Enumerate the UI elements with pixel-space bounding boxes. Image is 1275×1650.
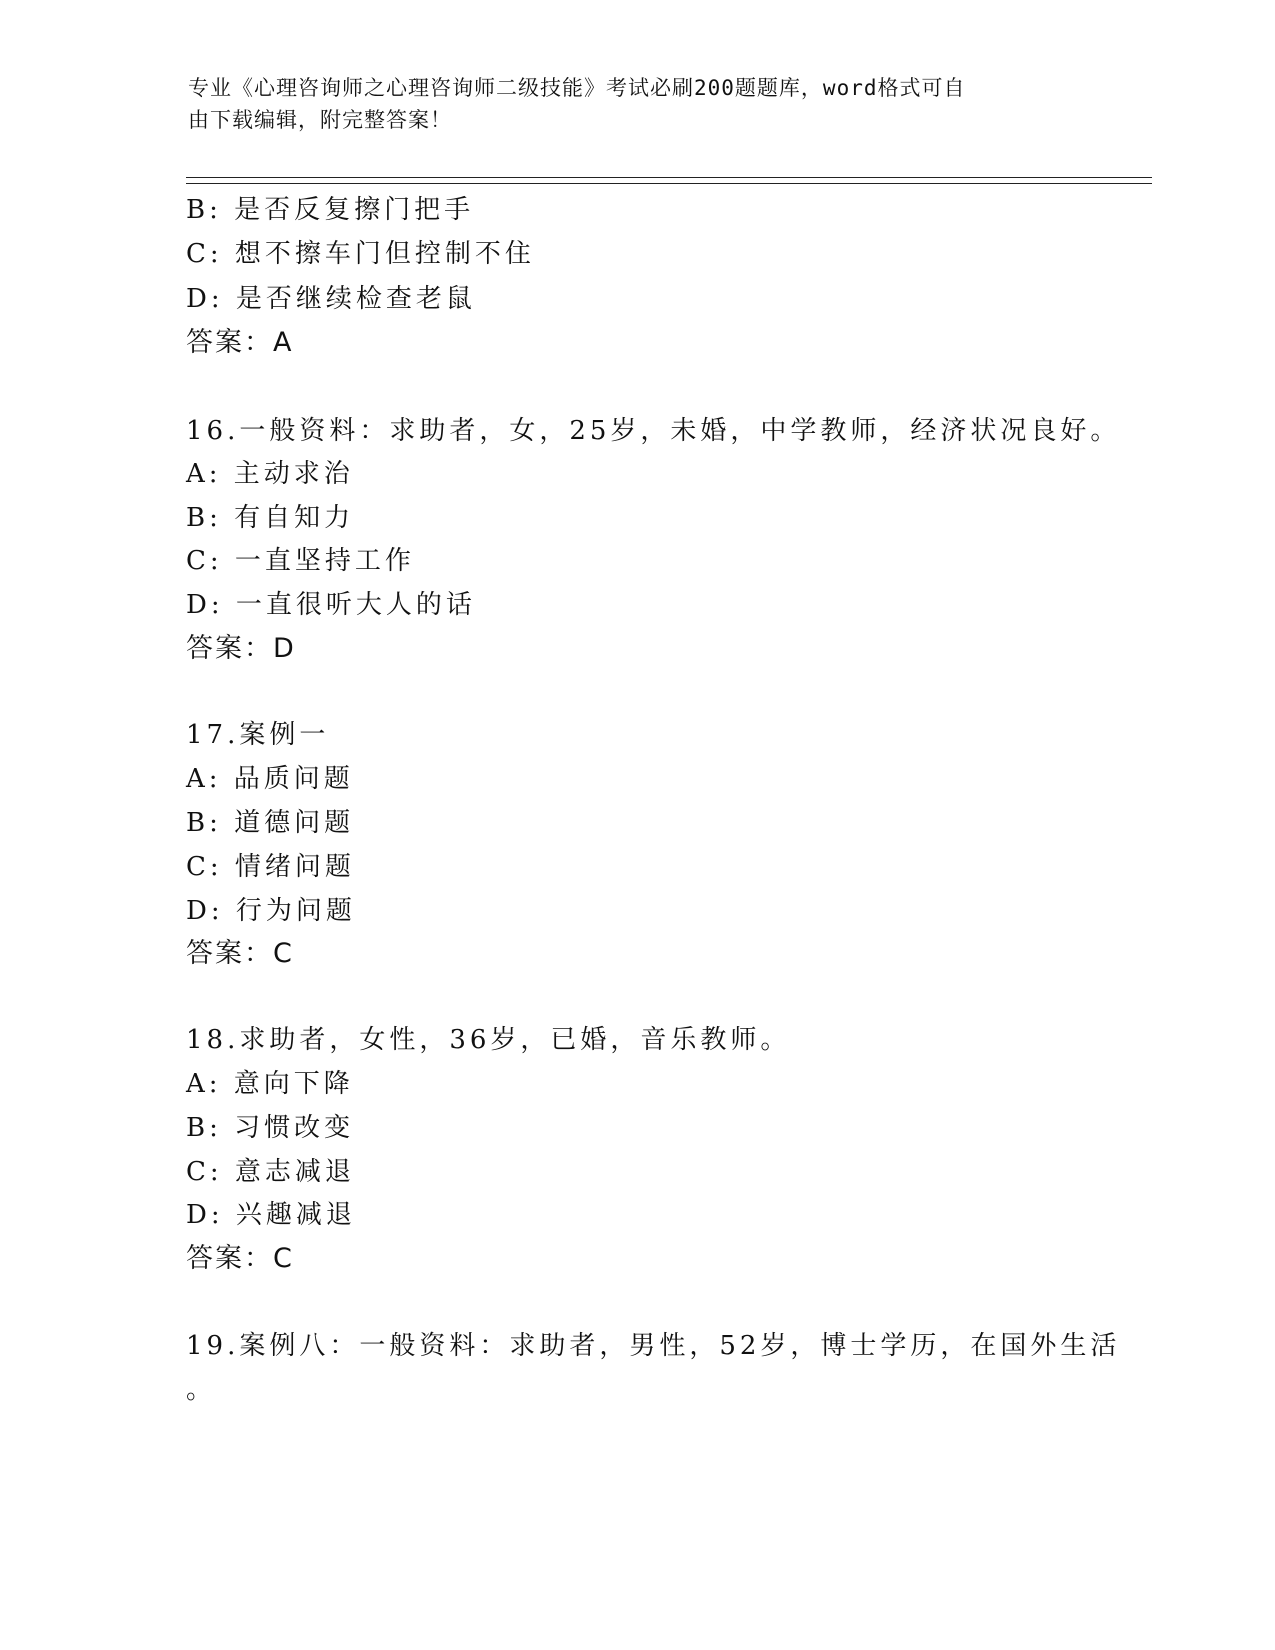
q15-option-d: D: 是否继续检查老鼠 (186, 284, 476, 314)
q16-stem: 16.一般资料：求助者，女，25岁，未婚，中学教师，经济状况良好。 (186, 416, 1121, 446)
q15-option-b: B: 是否反复擦门把手 (186, 195, 475, 225)
q19-stem-continuation: 。 (186, 1375, 217, 1405)
q18-answer: 答案：C (186, 1243, 294, 1274)
q15-option-c: C: 想不擦车门但控制不住 (186, 239, 535, 269)
q16-option-c: C: 一直坚持工作 (186, 546, 415, 576)
header-line-2: 由下载编辑，附完整答案！ (188, 108, 452, 132)
document-header (188, 72, 1068, 136)
q17-option-c: C: 情绪问题 (186, 852, 355, 882)
q17-option-d: D: 行为问题 (186, 896, 356, 926)
q17-option-a: A: 品质问题 (186, 764, 354, 794)
q16-answer: 答案：D (186, 633, 296, 664)
header-divider-top (186, 177, 1152, 178)
q18-option-b: B: 习惯改变 (186, 1113, 355, 1143)
q17-option-b: B: 道德问题 (186, 808, 355, 838)
q19-stem: 19.案例八：一般资料：求助者，男性，52岁，博士学历，在国外生活 (186, 1331, 1121, 1361)
q15-answer: 答案：A (186, 327, 294, 358)
q18-stem: 18.求助者，女性，36岁，已婚，音乐教师。 (186, 1025, 791, 1055)
q18-option-c: C: 意志减退 (186, 1157, 355, 1187)
header-line-1: 专业《心理咨询师之心理咨询师二级技能》考试必刷200题题库，word格式可自 (188, 76, 966, 100)
q16-option-a: A: 主动求治 (186, 459, 354, 489)
q18-option-d: D: 兴趣减退 (186, 1200, 356, 1230)
q16-option-d: D: 一直很听大人的话 (186, 590, 476, 620)
q17-answer: 答案：C (186, 938, 294, 969)
header-divider-bottom (186, 183, 1152, 184)
q16-option-b: B: 有自知力 (186, 503, 355, 533)
q17-stem: 17.案例一 (186, 720, 330, 750)
q18-option-a: A: 意向下降 (186, 1069, 354, 1099)
